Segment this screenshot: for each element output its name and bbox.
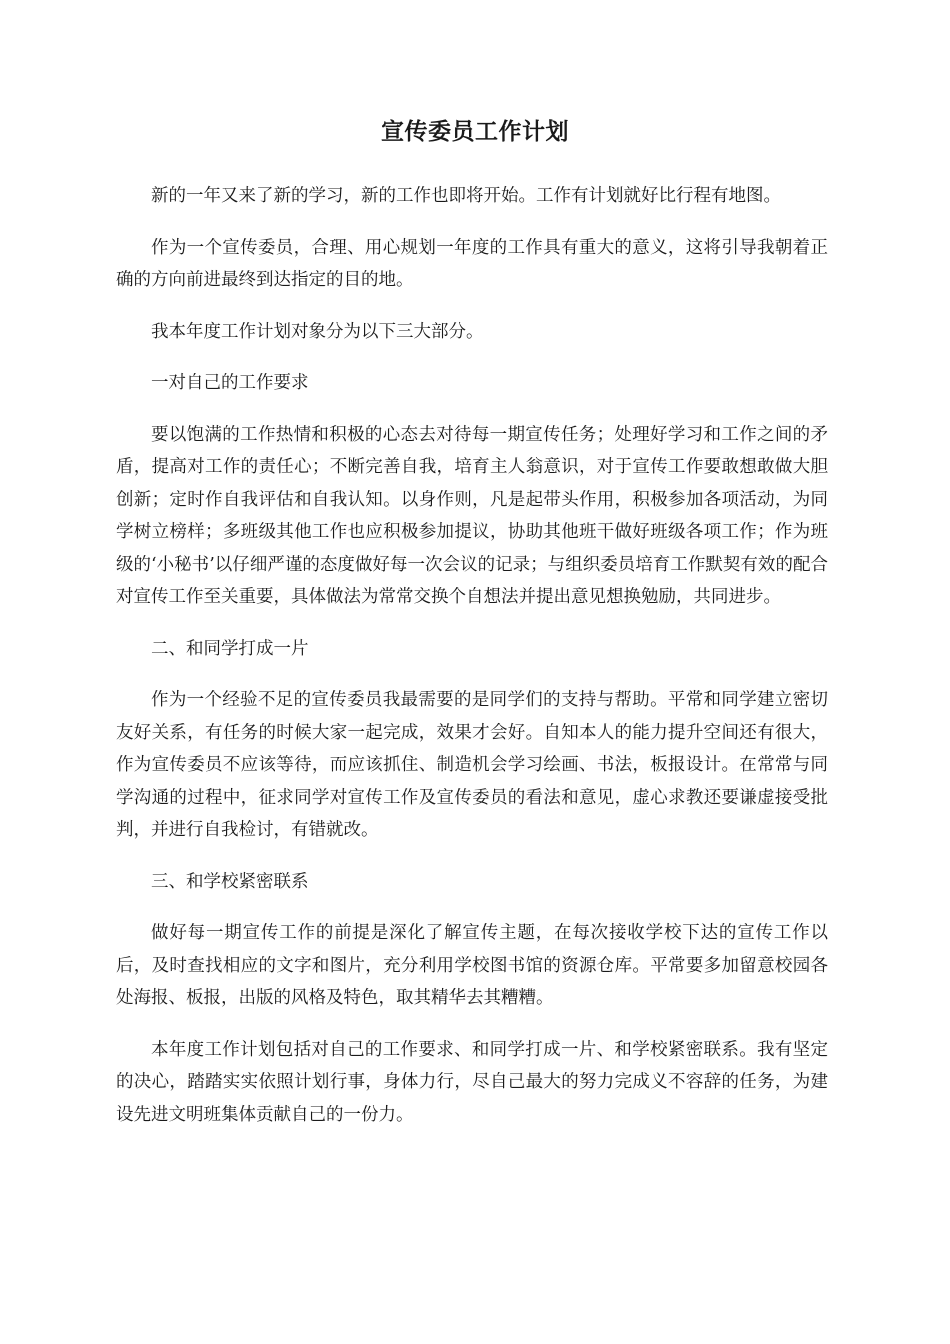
document-body bbox=[116, 180, 828, 1150]
section-heading-classmates: 二、和同学打成一片 bbox=[151, 638, 309, 659]
paragraph-overview: 我本年度工作计划对象分为以下三大部分。 bbox=[151, 321, 484, 342]
paragraph-conclusion: 本年度工作计划包括对自己的工作要求、和同学打成一片、和学校紧密联系。我有坚定的决心，踏踏实实依照计划行事，身体力行，尽自己最大的努力完成义不容辞的任务，为建设先进文明班集体贡献自己的一份力。 bbox=[116, 1039, 828, 1125]
paragraph-classmates: 作为一个经验不足的宣传委员我最需要的是同学们的支持与帮助。平常和同学建立密切友好关系，有任务的时候大家一起完成，效果才会好。自知本人的能力提升空间还有很大，作为宣传委员不应该等待，而应该抓住、制造机会学习绘画、书法，板报设计。在常常与同学沟通的过程中，征求同学对宣传工作及宣传委员的看法和意见，虚心求教还要谦虚接受批判，并进行自我检讨，有错就改。 bbox=[116, 690, 828, 840]
section-heading-school: 三、和学校紧密联系 bbox=[151, 871, 309, 892]
paragraph-purpose: 作为一个宣传委员，合理、用心规划一年度的工作具有重大的意义，这将引导我朝着正确的方向前进最终到达指定的目的地。 bbox=[116, 237, 828, 290]
paragraph-intro: 新的一年又来了新的学习，新的工作也即将开始。工作有计划就好比行程有地图。 bbox=[151, 186, 781, 206]
section-heading-self-requirements: 一对自己的工作要求 bbox=[151, 373, 309, 393]
paragraph-school: 做好每一期宣传工作的前提是深化了解宣传主题，在每次接收学校下达的宣传工作以后，及时查找相应的文字和图片，充分利用学校图书馆的资源仓库。平常要多加留意校园各处海报、板报，出版的风格及特色，取其精华去其糟糟。 bbox=[116, 923, 828, 1008]
document-title: 宣传委员工作计划 bbox=[381, 118, 569, 145]
paragraph-self-requirements: 要以饱满的工作热情和积极的心态去对待每一期宣传任务；处理好学习和工作之间的矛盾，提高对工作的责任心；不断完善自我，培育主人翁意识，对于宣传工作要敢想敢做大胆创新；定时作自我评估和自我认知。以身作则，凡是起带头作用，积极参加各项活动，为同学树立榜样；多班级其他工作也应积极参加提议，协助其他班干做好班级各项工作；作为班级的‘小秘书’以仔细严谨的态度做好每一次会议的记录；与组织委员培育工作默契有效的配合对宣传工作至关重要，具体做法为常常交换个自想法并提出意见想换勉励，共同进步。 bbox=[116, 424, 828, 607]
